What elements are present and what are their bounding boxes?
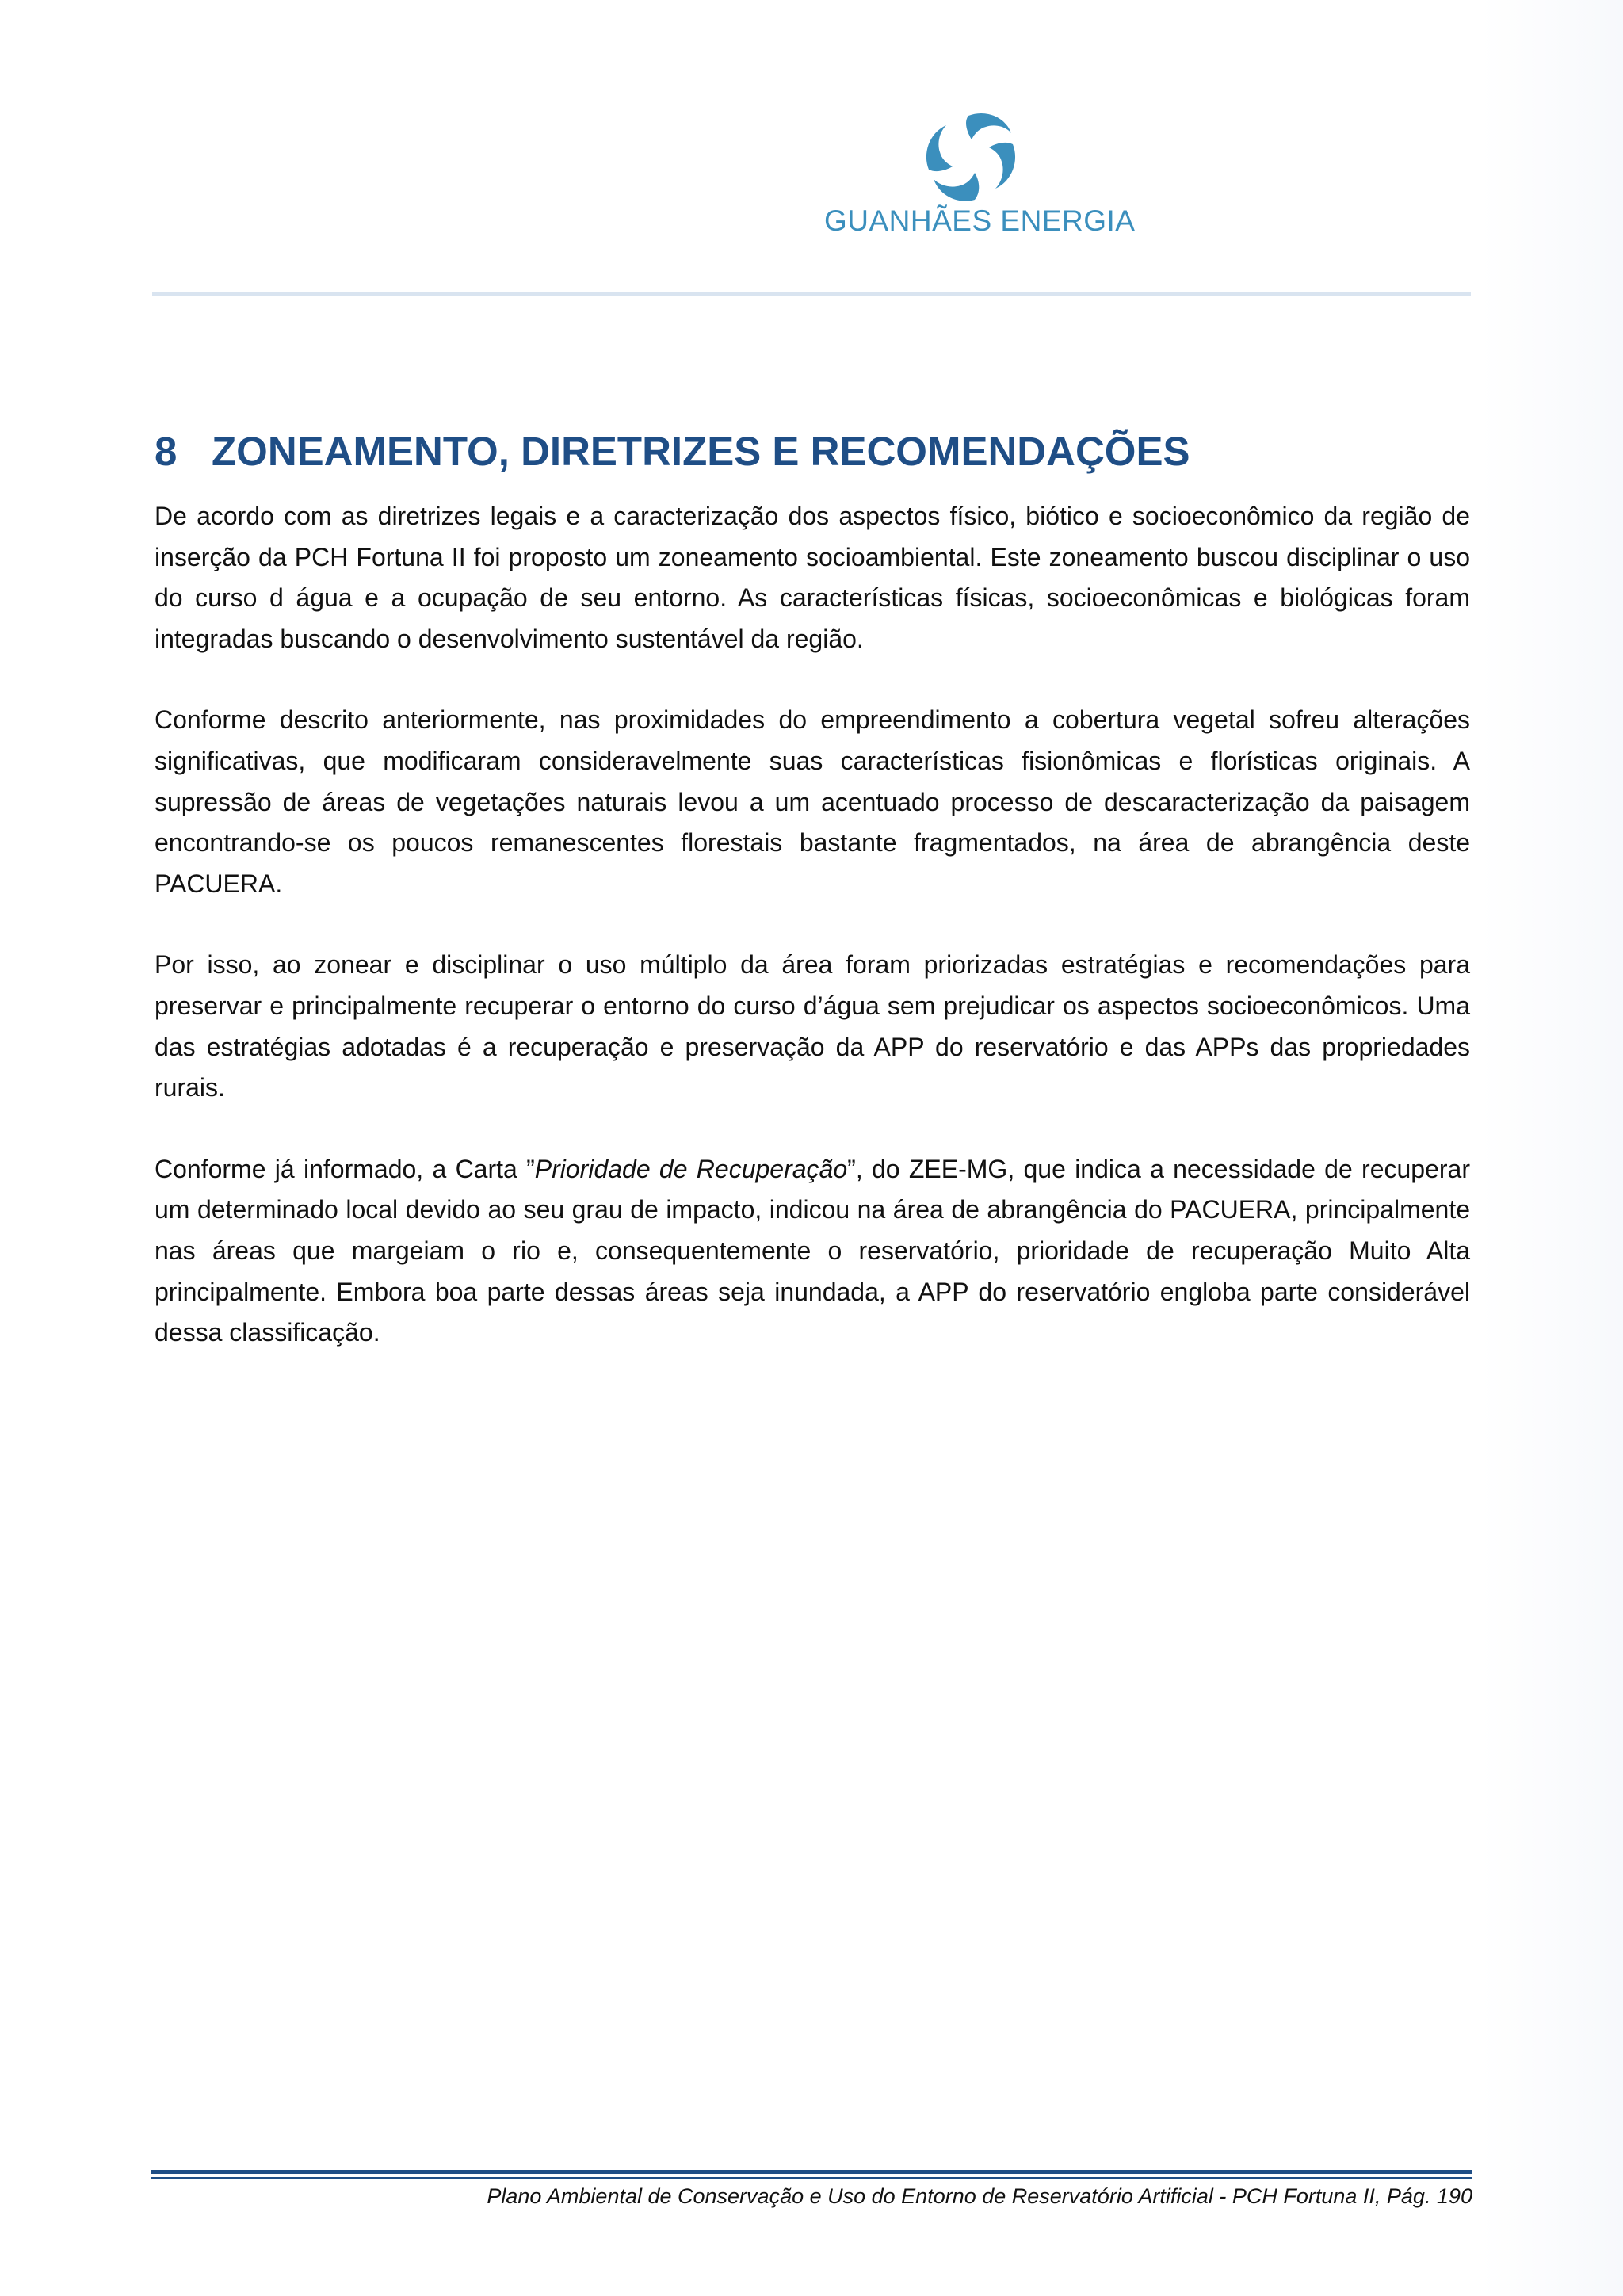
logo-wordmark: GUANHÃES ENERGIA bbox=[824, 204, 1136, 237]
company-logo bbox=[808, 101, 1141, 252]
section-number: 8 bbox=[155, 429, 178, 474]
map-title-emphasis: Prioridade de Recuperação bbox=[534, 1154, 848, 1183]
footer-divider bbox=[151, 2170, 1472, 2174]
header-divider bbox=[152, 292, 1471, 296]
paragraph-text: ”, do ZEE-MG, que indica a necessidade de recuperar um determinado local devido ao seu grau de impacto, indicou na área de abrangência do PACUERA, principalmente nas áreas que margeiam o rio e, consequentemente o reservatório, prioridade de recuperação Muito Alta principalmente. Embora boa parte dessas áreas seja inundada, a APP do reservatório engloba parte considerável dessa classificação. bbox=[155, 1154, 1471, 1347]
body-text bbox=[155, 496, 1470, 1394]
section-heading bbox=[155, 428, 1470, 475]
paragraph: Conforme descrito anteriormente, nas proximidades do empreendimento a cobertura vegetal sofreu alterações significativas, que modificaram consideravelmente suas características fisionômicas e florísticas originais. A supressão de áreas de vegetações naturais levou a um acentuado processo de descaracterização da paisagem encontrando-se os poucos remanescentes florestais bastante fragmentados, na área de abrangência deste PACUERA. bbox=[155, 705, 1470, 898]
paragraph-text: Conforme já informado, a Carta ” bbox=[155, 1154, 535, 1183]
paragraph bbox=[155, 1149, 1470, 1354]
guanhaes-swirl-logo-icon bbox=[919, 109, 1022, 204]
page-footer: Plano Ambiental de Conservação e Uso do Entorno de Reservatório Artificial - PCH Fortuna II, Pág. 190 bbox=[487, 2184, 1472, 2208]
section-title: ZONEAMENTO, DIRETRIZES E RECOMENDAÇÕES bbox=[212, 429, 1190, 474]
paragraph: Por isso, ao zonear e disciplinar o uso múltiplo da área foram priorizadas estratégias e recomendações para preservar e principalmente recuperar o entorno do curso d’água sem prejudicar os aspectos socioeconômicos. Uma das estratégias adotadas é a recuperação e preservação da APP do reservatório e das APPs das propriedades rurais. bbox=[155, 950, 1470, 1102]
paragraph: De acordo com as diretrizes legais e a caracterização dos aspectos físico, biótico e socioeconômico da região de inserção da PCH Fortuna II foi proposto um zoneamento socioambiental. Este zoneamento buscou disciplinar o uso do curso d água e a ocupação de seu entorno. As características físicas, socioeconômicas e biológicas foram integradas buscando o desenvolvimento sustentável da região. bbox=[155, 502, 1470, 653]
footer-divider-thin bbox=[151, 2177, 1472, 2179]
